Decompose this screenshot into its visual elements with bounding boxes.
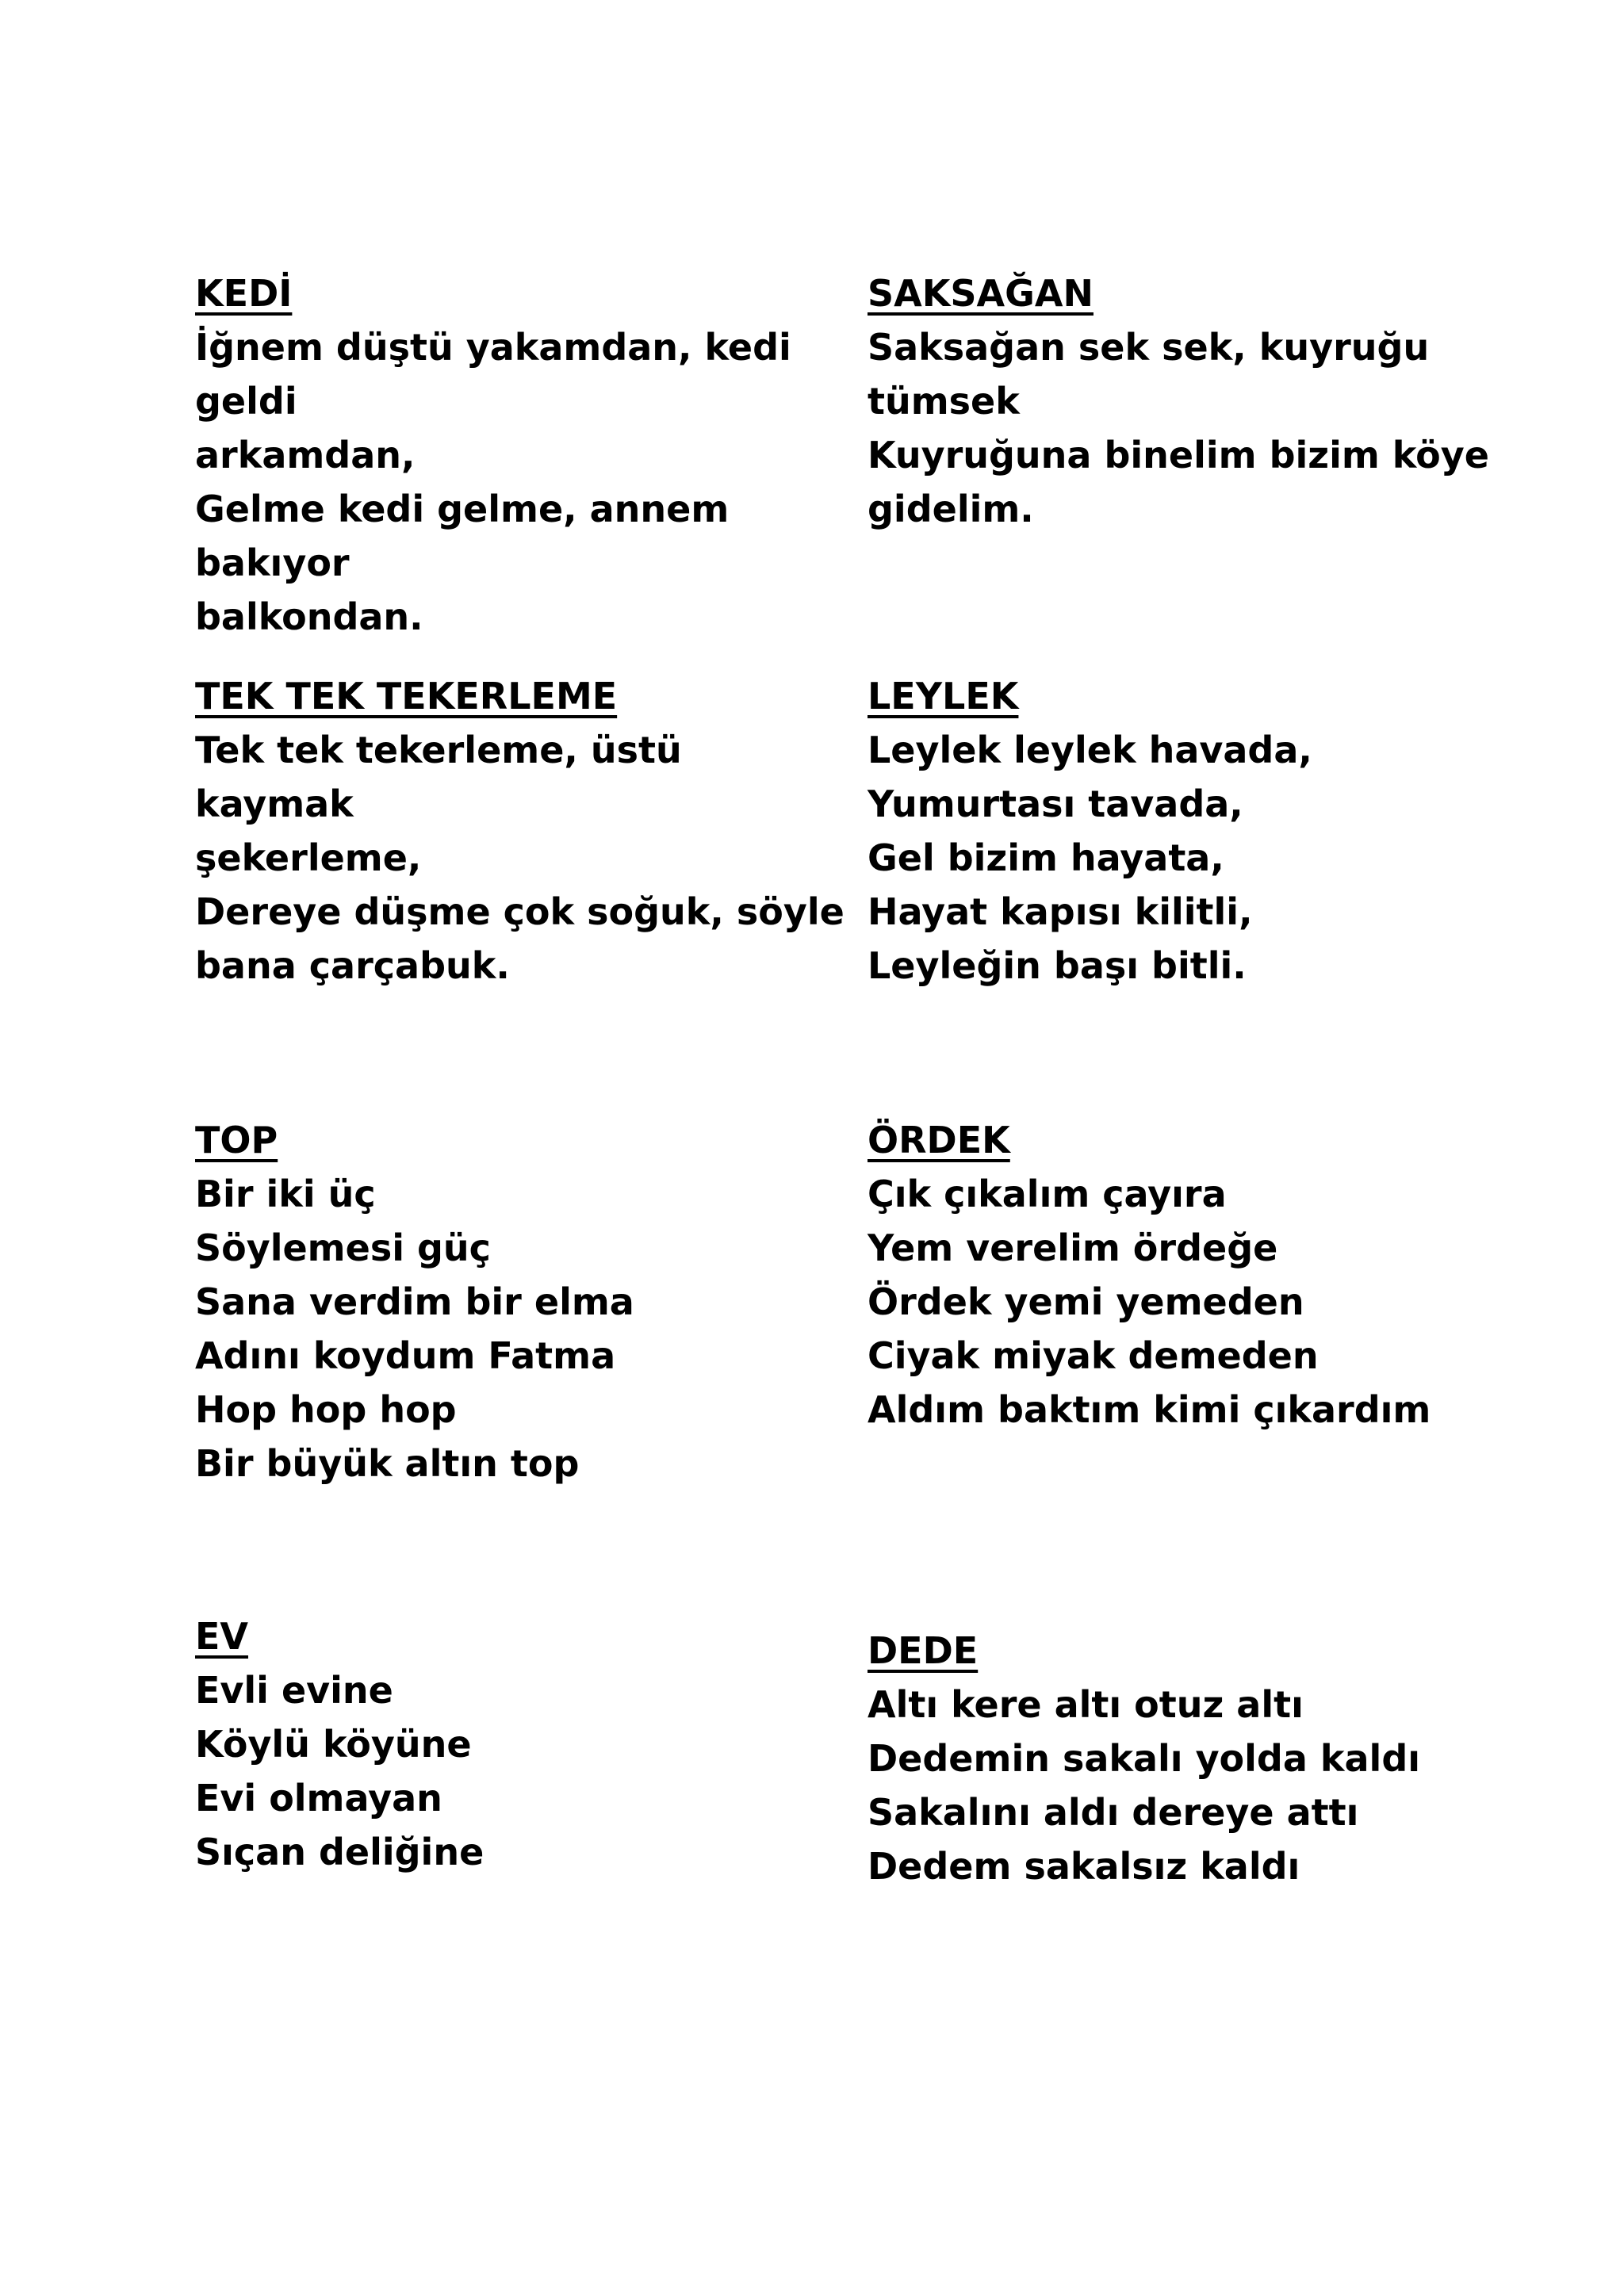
- poem-line: Yem verelim ördeğe: [868, 1226, 1278, 1269]
- poem-line: balkondan.: [195, 595, 423, 638]
- poem-line: Gelme kedi gelme, annem bakıyor: [195, 488, 730, 584]
- poem-line: Bir büyük altın top: [195, 1442, 580, 1485]
- poem-title: LEYLEK: [868, 675, 1019, 718]
- poem-line: Hop hop hop: [195, 1388, 457, 1431]
- poem-line: Aldım baktım kimi çıkardım: [868, 1388, 1431, 1431]
- poem-line: Altı kere altı otuz altı: [868, 1683, 1304, 1726]
- poem-line: gidelim.: [868, 488, 1034, 530]
- poem-line: Köylü köyüne: [195, 1723, 472, 1766]
- poem-line: Evi olmayan: [195, 1777, 442, 1820]
- poem-saksagan: [868, 266, 1518, 536]
- poem-line: Leyleğin başı bitli.: [868, 944, 1247, 987]
- poem-line: Çık çıkalım çayıra: [868, 1173, 1227, 1215]
- poem-title: EV: [195, 1615, 249, 1658]
- poem-line: Sıçan deliğine: [195, 1831, 485, 1873]
- poem-line: Dedem sakalsız kaldı: [868, 1845, 1300, 1888]
- poem-line: Evli evine: [195, 1669, 393, 1712]
- poem-line: Ördek yemi yemeden: [868, 1280, 1304, 1323]
- poem-line: Ciyak miyak demeden: [868, 1334, 1319, 1377]
- poem-title: TOP: [195, 1119, 278, 1161]
- poem-line: Gel bizim hayata,: [868, 836, 1224, 879]
- poem-line: Saksağan sek sek, kuyruğu: [868, 326, 1430, 369]
- poem-line: Yumurtası tavada,: [868, 783, 1243, 825]
- poem-line: Söylemesi güç: [195, 1226, 491, 1269]
- poem-title: ÖRDEK: [868, 1119, 1010, 1161]
- poem-line: Sana verdim bir elma: [195, 1280, 634, 1323]
- poem-top: [195, 1113, 845, 1490]
- poem-title: TEK TEK TEKERLEME: [195, 675, 618, 718]
- poem-line: Sakalını aldı dereye attı: [868, 1791, 1359, 1834]
- poem-line: İğnem düştü yakamdan, kedi geldi: [195, 326, 791, 423]
- poem-line: Leylek leylek havada,: [868, 729, 1312, 771]
- poem-kedi: [195, 266, 845, 644]
- poem-line: Kuyruğuna binelim bizim köye: [868, 434, 1489, 476]
- poem-title: KEDİ: [195, 272, 293, 315]
- poem-line: tümsek: [868, 380, 1020, 423]
- poem-line: bana çarçabuk.: [195, 944, 510, 987]
- poem-line: Hayat kapısı kilitli,: [868, 890, 1253, 933]
- poem-line: şekerleme,: [195, 836, 422, 879]
- poem-line: Dedemin sakalı yolda kaldı: [868, 1737, 1421, 1780]
- poem-dede: [868, 1624, 1518, 1893]
- poem-ordek: [868, 1113, 1518, 1437]
- poem-line: arkamdan,: [195, 434, 416, 476]
- poem-leylek: [868, 669, 1518, 993]
- poem-ev: [195, 1609, 845, 1879]
- poem-line: Tek tek tekerleme, üstü kaymak: [195, 729, 682, 825]
- poem-title: SAKSAĞAN: [868, 272, 1094, 315]
- poem-tekerleme: [195, 669, 845, 993]
- poem-line: Adını koydum Fatma: [195, 1334, 616, 1377]
- poem-title: DEDE: [868, 1629, 979, 1672]
- poem-line: Dereye düşme çok soğuk, söyle: [195, 890, 845, 933]
- poem-line: Bir iki üç: [195, 1173, 376, 1215]
